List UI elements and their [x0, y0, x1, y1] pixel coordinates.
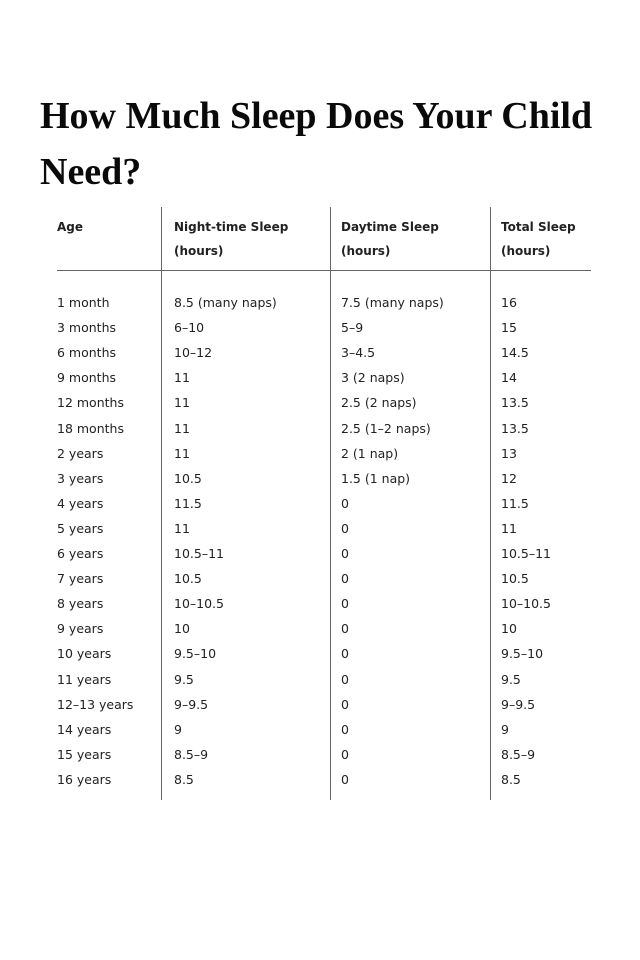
header-daytime-sleep: [341, 215, 439, 263]
table-row: [57, 591, 591, 616]
total-sleep-cell: 11: [501, 520, 517, 536]
night-sleep-cell: 9.5: [174, 671, 194, 687]
age-cell: 12 months: [57, 395, 124, 411]
daytime-sleep-cell: 0: [341, 671, 349, 687]
table-row: [57, 441, 591, 466]
total-sleep-cell: 11.5: [501, 495, 529, 511]
daytime-sleep-cell: 0: [341, 520, 349, 536]
header-label: Night-time Sleep: [174, 220, 289, 234]
total-sleep-cell: 10–10.5: [501, 596, 551, 612]
night-sleep-cell: 10.5: [174, 470, 202, 486]
daytime-sleep-cell: 7.5 (many naps): [341, 295, 444, 310]
daytime-sleep-cell: 0: [341, 646, 349, 662]
daytime-sleep-cell: 5–9: [341, 320, 364, 336]
night-sleep-cell: 8.5: [174, 771, 194, 787]
night-sleep-cell: 8.5 (many naps): [174, 295, 277, 310]
night-sleep-cell: 11: [174, 420, 190, 436]
daytime-sleep-cell: 0: [341, 696, 349, 712]
table-row: [57, 566, 591, 591]
age-cell: 10 years: [57, 646, 112, 662]
daytime-sleep-cell: 0: [341, 596, 349, 612]
night-sleep-cell: 11: [174, 445, 190, 461]
table-row: [57, 667, 591, 692]
total-sleep-cell: 13.5: [501, 395, 529, 411]
daytime-sleep-cell: 2.5 (1–2 naps): [341, 420, 431, 436]
daytime-sleep-cell: 0: [341, 621, 349, 637]
daytime-sleep-cell: 0: [341, 571, 349, 587]
table-row: [57, 315, 591, 340]
age-cell: 7 years: [57, 571, 104, 587]
header-unit: (hours): [341, 244, 391, 258]
table-row: [57, 742, 591, 767]
table-row: [57, 767, 591, 792]
night-sleep-cell: 6–10: [174, 320, 205, 336]
age-cell: 4 years: [57, 495, 104, 511]
age-cell: 6 months: [57, 345, 117, 361]
night-sleep-cell: 10: [174, 621, 190, 637]
age-cell: 14 years: [57, 721, 112, 737]
header-divider: [57, 270, 591, 271]
header-unit: (hours): [501, 244, 551, 258]
table-row: [57, 641, 591, 666]
daytime-sleep-cell: 0: [341, 746, 349, 762]
age-cell: 9 months: [57, 370, 117, 386]
night-sleep-cell: 9: [174, 721, 182, 737]
total-sleep-cell: 15: [501, 320, 517, 336]
age-cell: 1 month: [57, 295, 110, 310]
total-sleep-cell: 14: [501, 370, 517, 386]
night-sleep-cell: 10.5: [174, 571, 202, 587]
table-row: [57, 390, 591, 415]
night-sleep-cell: 9–9.5: [174, 696, 209, 712]
age-cell: 12–13 years: [57, 696, 134, 712]
total-sleep-cell: 10.5–11: [501, 546, 551, 561]
age-cell: 15 years: [57, 746, 112, 762]
age-cell: 16 years: [57, 771, 112, 787]
night-sleep-cell: 10.5–11: [174, 546, 224, 561]
age-cell: 3 months: [57, 320, 117, 336]
total-sleep-cell: 10.5: [501, 571, 529, 587]
header-unit: (hours): [174, 244, 224, 258]
night-sleep-cell: 9.5–10: [174, 646, 217, 662]
age-cell: 2 years: [57, 445, 104, 461]
night-sleep-cell: 10–10.5: [174, 596, 224, 612]
night-sleep-cell: 10–12: [174, 345, 213, 361]
total-sleep-cell: 14.5: [501, 345, 529, 361]
daytime-sleep-cell: 3–4.5: [341, 345, 376, 361]
age-cell: 5 years: [57, 520, 104, 536]
daytime-sleep-cell: 0: [341, 771, 349, 787]
table-row: [57, 516, 591, 541]
daytime-sleep-cell: 0: [341, 546, 349, 561]
daytime-sleep-cell: 2 (1 nap): [341, 445, 399, 461]
total-sleep-cell: 9.5–10: [501, 646, 544, 662]
daytime-sleep-cell: 1.5 (1 nap): [341, 470, 411, 486]
header-total-sleep: [501, 215, 576, 263]
age-cell: 9 years: [57, 621, 104, 637]
night-sleep-cell: 11.5: [174, 495, 202, 511]
age-cell: 6 years: [57, 546, 104, 561]
total-sleep-cell: 12: [501, 470, 517, 486]
total-sleep-cell: 13.5: [501, 420, 529, 436]
table-row: [57, 416, 591, 441]
table-row: [57, 616, 591, 641]
total-sleep-cell: 8.5–9: [501, 746, 536, 762]
header-age: [57, 215, 83, 239]
age-cell: 11 years: [57, 671, 112, 687]
table-row: [57, 290, 591, 315]
night-sleep-cell: 11: [174, 520, 190, 536]
total-sleep-cell: 9.5: [501, 671, 521, 687]
table-row: [57, 466, 591, 491]
night-sleep-cell: 11: [174, 370, 190, 386]
age-cell: 3 years: [57, 470, 104, 486]
table-row: [57, 340, 591, 365]
daytime-sleep-cell: 0: [341, 721, 349, 737]
night-sleep-cell: 11: [174, 395, 190, 411]
header-label: Daytime Sleep: [341, 220, 439, 234]
total-sleep-cell: 9–9.5: [501, 696, 536, 712]
daytime-sleep-cell: 0: [341, 495, 349, 511]
total-sleep-cell: 13: [501, 445, 517, 461]
header-night-sleep: [174, 215, 288, 263]
daytime-sleep-cell: 3 (2 naps): [341, 370, 405, 386]
total-sleep-cell: 8.5: [501, 771, 521, 787]
age-cell: 18 months: [57, 420, 124, 436]
age-cell: 8 years: [57, 596, 104, 612]
total-sleep-cell: 10: [501, 621, 517, 637]
night-sleep-cell: 8.5–9: [174, 746, 209, 762]
sleep-table: [57, 207, 591, 800]
total-sleep-cell: 16: [501, 295, 517, 310]
table-row: [57, 491, 591, 516]
table-row: [57, 692, 591, 717]
header-label: Age: [57, 220, 84, 234]
table-row: [57, 717, 591, 742]
table-row: [57, 541, 591, 566]
total-sleep-cell: 9: [501, 721, 509, 737]
page-title: How Much Sleep Does Your Child Need?: [40, 95, 593, 193]
table-row: [57, 365, 591, 390]
header-label: Total Sleep: [501, 220, 576, 234]
daytime-sleep-cell: 2.5 (2 naps): [341, 395, 417, 411]
